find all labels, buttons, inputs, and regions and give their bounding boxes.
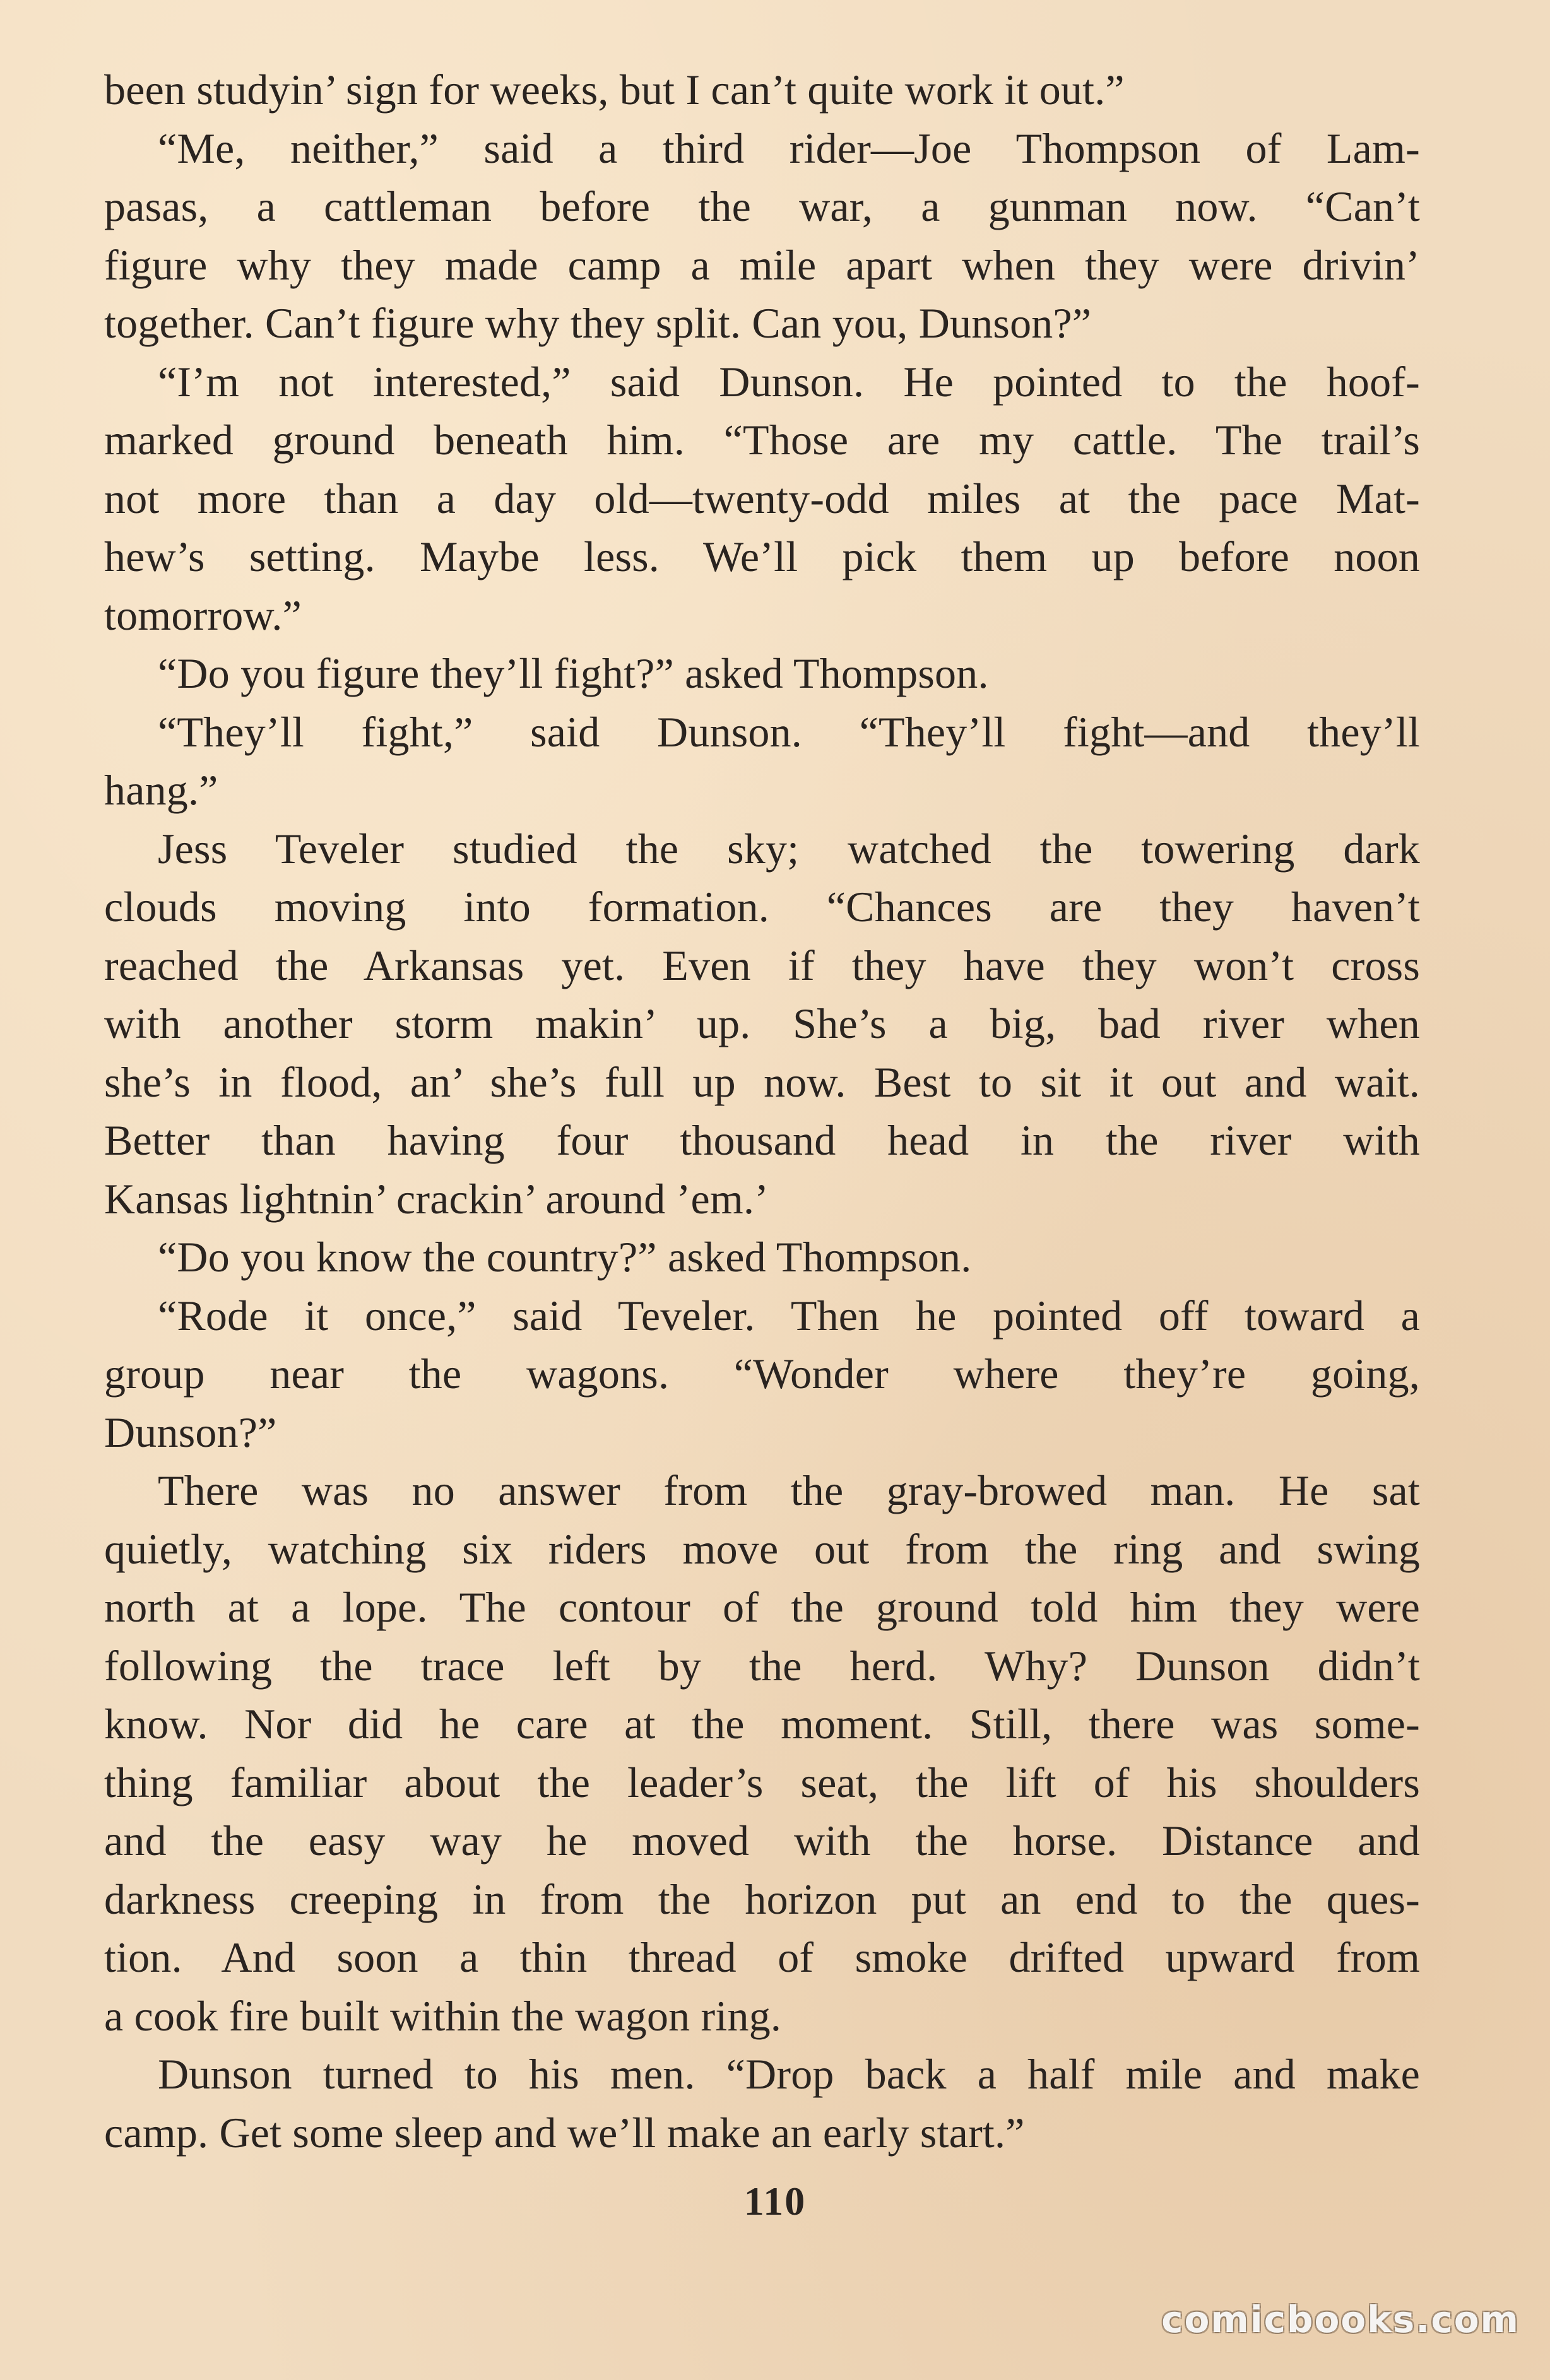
text-line: together. Can’t figure why they split. Can you, Dunson?” [104,299,1092,347]
text-line: north at a lope. The contour of the ground told him they were [104,1583,1420,1631]
text-line: a cook fire built within the wagon ring. [104,1991,782,2040]
text-line: not more than a day old—twenty-odd miles at the pace Mat- [104,474,1420,522]
text-line: thing familiar about the leader’s seat, the lift of his shoulders [104,1758,1420,1806]
text-line: Jess Teveler studied the sky; watched the towering dark [158,824,1420,873]
text-line: quietly, watching six riders move out from the ring and swing [104,1524,1420,1573]
text-line: with another storm makin’ up. She’s a big, bad river when [104,999,1420,1047]
text-line: clouds moving into formation. “Chances are they haven’t [104,883,1420,931]
text-line: Better than having four thousand head in the river with [104,1116,1420,1164]
text-line: reached the Arkansas yet. Even if they have they won’t cross [104,941,1420,989]
watermark: comicbooks.com [1161,2298,1520,2341]
text-line: following the trace left by the herd. Why? Dunson didn’t [104,1641,1420,1690]
text-line: pasas, a cattleman before the war, a gunman now. “Can’t [104,182,1420,230]
text-line: camp. Get some sleep and we’ll make an early start.” [104,2108,1025,2157]
text-line: been studyin’ sign for weeks, but I can’t quite work it out.” [104,66,1125,114]
text-line: “I’m not interested,” said Dunson. He pointed to the hoof- [158,357,1420,406]
text-line: “Do you figure they’ll fight?” asked Thompson. [158,649,989,697]
body-text [104,61,1420,2162]
text-line: tion. And soon a thin thread of smoke drifted upward from [104,1933,1420,1981]
text-line: There was no answer from the gray-browed man. He sat [158,1466,1420,1514]
text-line: marked ground beneath him. “Those are my cattle. The trail’s [104,416,1420,464]
text-line: hang.” [104,766,218,814]
text-line: darkness creeping in from the horizon put an end to the ques- [104,1875,1420,1923]
text-line: she’s in flood, an’ she’s full up now. Best to sit it out and wait. [104,1057,1420,1106]
text-line: “Do you know the country?” asked Thompson. [158,1233,972,1281]
text-line: Dunson turned to his men. “Drop back a half mile and make [158,2050,1420,2098]
page-number: 110 [743,2179,807,2224]
text-line: know. Nor did he care at the moment. Still, there was some- [104,1700,1420,1748]
text-line: Kansas lightnin’ crackin’ around ’em.’ [104,1174,769,1223]
text-line: figure why they made camp a mile apart when they were drivin’ [104,240,1420,289]
text-line: hew’s setting. Maybe less. We’ll pick them up before noon [104,533,1420,580]
text-line: Dunson?” [104,1408,277,1456]
text-line: and the easy way he moved with the horse. Distance and [104,1817,1420,1865]
text-line: “They’ll fight,” said Dunson. “They’ll fight—and they’ll [158,707,1420,756]
text-line: “Me, neither,” said a third rider—Joe Thompson of Lam- [158,124,1420,172]
text-line: tomorrow.” [104,591,302,639]
text-line: group near the wagons. “Wonder where they’re going, [104,1350,1420,1398]
text-line: “Rode it once,” said Teveler. Then he pointed off toward a [158,1291,1420,1340]
